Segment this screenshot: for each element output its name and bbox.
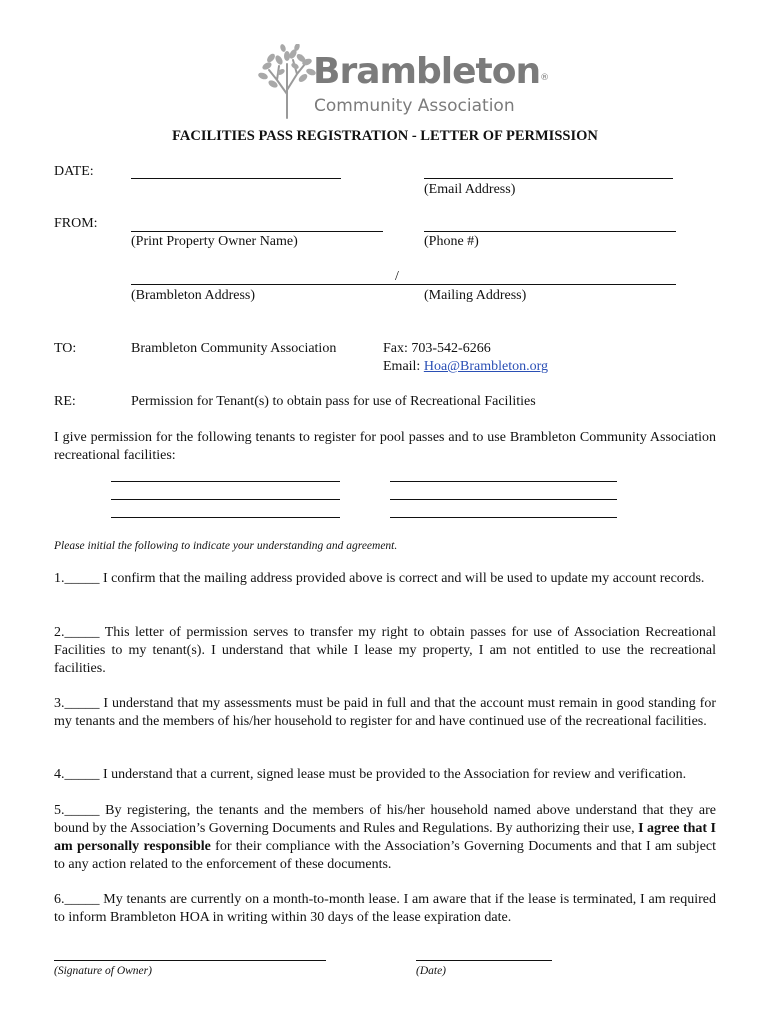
label-date: DATE: [54, 164, 94, 179]
signature-date-field[interactable] [416, 960, 552, 961]
to-org: Brambleton Community Association [131, 341, 337, 356]
item-text-bold: I agree that I am personally responsible [54, 821, 717, 854]
item-text: I confirm that the mailing address provided above is correct and will be used to update my account records. [99, 571, 705, 586]
label-re: RE: [54, 394, 76, 409]
item-4 [54, 766, 716, 784]
logo [255, 42, 549, 122]
page-title: FACILITIES PASS REGISTRATION - LETTER OF PERMISSION [172, 128, 598, 144]
initial-field[interactable]: 1._____ [54, 571, 100, 586]
label-to: TO: [54, 341, 77, 356]
registered-mark: ® [540, 73, 549, 83]
item-5 [54, 802, 716, 874]
email-link[interactable]: Hoa@Brambleton.org [423, 359, 549, 374]
initial-field[interactable]: 6._____ [54, 892, 100, 907]
initial-field[interactable]: 3._____ [54, 696, 100, 711]
instruction-text: Please initial the following to indicate your understanding and agreement. [54, 540, 398, 552]
tenant-field[interactable] [111, 499, 340, 500]
tenant-field[interactable] [111, 481, 340, 482]
re-text: Permission for Tenant(s) to obtain pass for use of Recreational Facilities [131, 394, 536, 409]
tree-icon [257, 44, 317, 120]
item-text: I understand that my assessments must be paid in full and that the account must remain in good standing for my tenants and the members of his/her household to register for and have continued use of the recreational facilities. [54, 696, 716, 729]
to-email-label: Email: [383, 359, 424, 374]
to-email-line [383, 358, 548, 376]
caption-email: (Email Address) [424, 182, 516, 197]
caption-signature: (Signature of Owner) [54, 965, 152, 977]
item-text: This letter of permission serves to transfer my right to obtain passes for use of Association Recreational Facilities to my tenant(s). I understand that while I lease my property, I am not entitled to use the recreational facilities. [54, 625, 716, 676]
tenant-field[interactable] [111, 517, 340, 518]
caption-signature-date: (Date) [416, 965, 447, 977]
phone-field[interactable] [424, 231, 676, 232]
address-field[interactable] [131, 284, 676, 285]
item-text: By registering, the tenants and the members of his/her household named above understand that they are bound by the Association’s Governing Documents and Rules and Regulations. By authorizing their use, [54, 803, 716, 836]
item-1 [54, 570, 716, 588]
label-from: FROM: [54, 216, 98, 231]
initial-field[interactable]: 5._____ [54, 803, 100, 818]
tenant-field[interactable] [390, 517, 617, 518]
item-6 [54, 891, 716, 927]
item-2 [54, 624, 716, 678]
initial-field[interactable]: 4._____ [54, 767, 100, 782]
logo-name: Brambleton [313, 51, 541, 92]
logo-subtitle: Community Association [314, 96, 515, 116]
email-field[interactable] [424, 178, 673, 179]
item-text: for their compliance with the Association’s Governing Documents and that I am subject to any action related to the enforcement of these documents. [54, 839, 717, 872]
signature-field[interactable] [54, 960, 326, 961]
caption-brambleton-address: (Brambleton Address) [131, 288, 256, 303]
tenant-field[interactable] [390, 499, 617, 500]
item-text: My tenants are currently on a month-to-month lease. I am aware that if the lease is terminated, I am required to inform Brambleton HOA in writing within 30 days of the lease expiration date. [54, 892, 716, 925]
item-text: I understand that a current, signed lease must be provided to the Association for review and verification. [99, 767, 687, 782]
date-field[interactable] [131, 178, 341, 179]
owner-name-field[interactable] [131, 231, 383, 232]
to-fax: Fax: 703-542-6266 [383, 341, 491, 356]
caption-phone: (Phone #) [424, 234, 479, 249]
tenant-field[interactable] [390, 481, 617, 482]
address-slash: / [395, 269, 399, 284]
initial-field[interactable]: 2._____ [54, 625, 100, 640]
caption-owner-name: (Print Property Owner Name) [131, 234, 298, 249]
caption-mailing-address: (Mailing Address) [424, 288, 527, 303]
item-3 [54, 695, 716, 731]
intro-paragraph: I give permission for the following tenants to register for pool passes and to use Brambleton Community Association recreational facilities: [54, 430, 716, 463]
